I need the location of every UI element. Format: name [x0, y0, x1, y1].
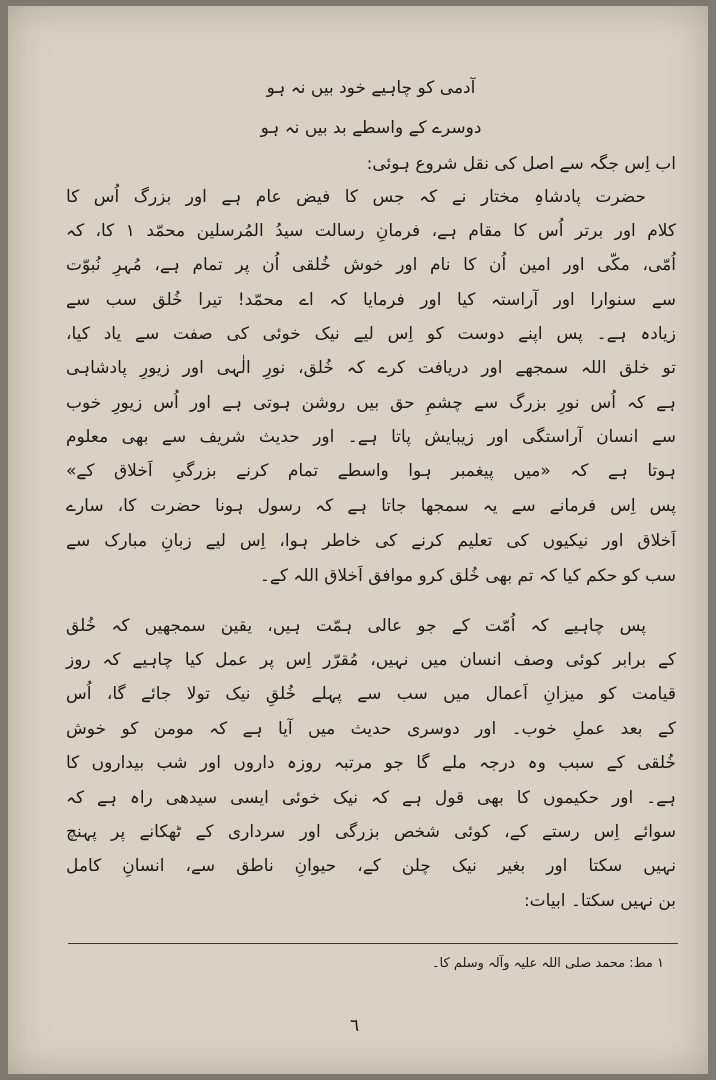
text-line: زیادہ ہے۔ پس اپنے دوست کو اِس لیے نیک خوئی کی صفت سے یاد کیا،	[66, 324, 676, 344]
book-page	[8, 6, 708, 1074]
text-line: ہوتا ہے کہ «میں پیغمبر ہوا واسطے تمام کرنے بزرگیِ اَخلاق کے»	[66, 461, 676, 481]
text-line: سے سنوارا اور آراستہ کیا اور فرمایا کہ اے محمّد! تیرا خُلق سب سے	[66, 290, 676, 310]
text-line: پس اِس فرمانے سے یہ سمجھا جاتا ہے کہ رسول ہونا حضرت کا، سارے	[66, 496, 676, 516]
text-line: اَخلاق اور نیکیوں کی تعلیم کرنے کی خاطر ہوا، اِس لیے زبانِ مبارک سے	[66, 531, 676, 551]
text-line: پس چاہیے کہ اُمّت کے جو عالی ہمّت ہیں، یقین سمجھیں کہ خُلق	[66, 616, 646, 636]
text-line: ہے کہ اُس نورِ بزرگ سے چشمِ حق بیں روشن ہوتی ہے اور اُس زیورِ خوب	[66, 393, 676, 413]
text-line: کے بعد عملِ خوب۔ اور دوسری حدیث میں آیا ہے کہ مومن کو خوش	[66, 719, 676, 739]
text-line: حضرت پادشاہِ مختار نے کہ جس کا فیض عام ہے اور بزرگ اُس کا	[66, 187, 646, 207]
text-line: بن نہیں سکتا۔ ابیات:	[523, 891, 676, 911]
verse-line: آدمی کو چاہیے خود بیں نہ ہو	[266, 78, 476, 98]
text-line: سے انسان آراستگی اور زیبایش پاتا ہے۔ اور حدیث شریف سے بھی معلوم	[66, 427, 676, 447]
text-line: نہیں سکتا اور بغیر نیک چلن کے، حیوانِ ناطق سے، انسانِ کامل	[66, 856, 676, 876]
verse-line: دوسرے کے واسطے بد بیں نہ ہو	[260, 118, 482, 138]
footnote: ۱ مط: محمد صلی اللہ علیہ وآلہ وسلم کا۔	[431, 956, 664, 971]
text-line: قیامت کو میزانِ اَعمال میں سب سے پہلے خُلقِ نیک تولا جائے گا، اُس	[66, 684, 676, 704]
text-line: کے برابر کوئی وصف انسان میں نہیں، مُقرّر اِس پر عمل کیا چاہیے کہ روز	[66, 650, 676, 670]
text-line: تو خلق اللہ سمجھے اور دریافت کرے کہ خُلق، نورِ الٰہی اور زیورِ پادشاہی	[66, 358, 676, 378]
text-line: کلام اور برتر اُس کا مقام ہے، فرمانِ رسالت سیدُ المُرسلین محمّد ۱ کا، کہ	[66, 221, 676, 241]
text-line: ہے۔ اور حکیموں کا بھی قول ہے کہ نیک خوئی ایسی سیدھی راہ ہے کہ	[66, 788, 676, 808]
footnote-divider	[68, 943, 678, 944]
text-line: سوائے اِس رستے کے، کوئی شخص بزرگی اور سرداری کے ٹھکانے پر پہنچ	[66, 822, 676, 842]
page-number: ٦	[350, 1016, 360, 1036]
section-heading-line: اب اِس جگہ سے اصل کی نقل شروع ہوئی:	[366, 154, 676, 174]
text-line: اُمّی، مکّی اور امین اُن کا نام اور خوش خُلقی اُن پر تمام ہے، مُہرِ نُبوّت	[66, 255, 676, 275]
text-line: سب کو حکم کیا کہ تم بھی خُلق کرو موافق اَخلاق اللہ کے۔	[259, 566, 676, 586]
text-line: خُلقی کے سبب وہ درجہ ملے گا جو مرتبہ روزہ داروں اور شب بیداروں کا	[66, 753, 676, 773]
